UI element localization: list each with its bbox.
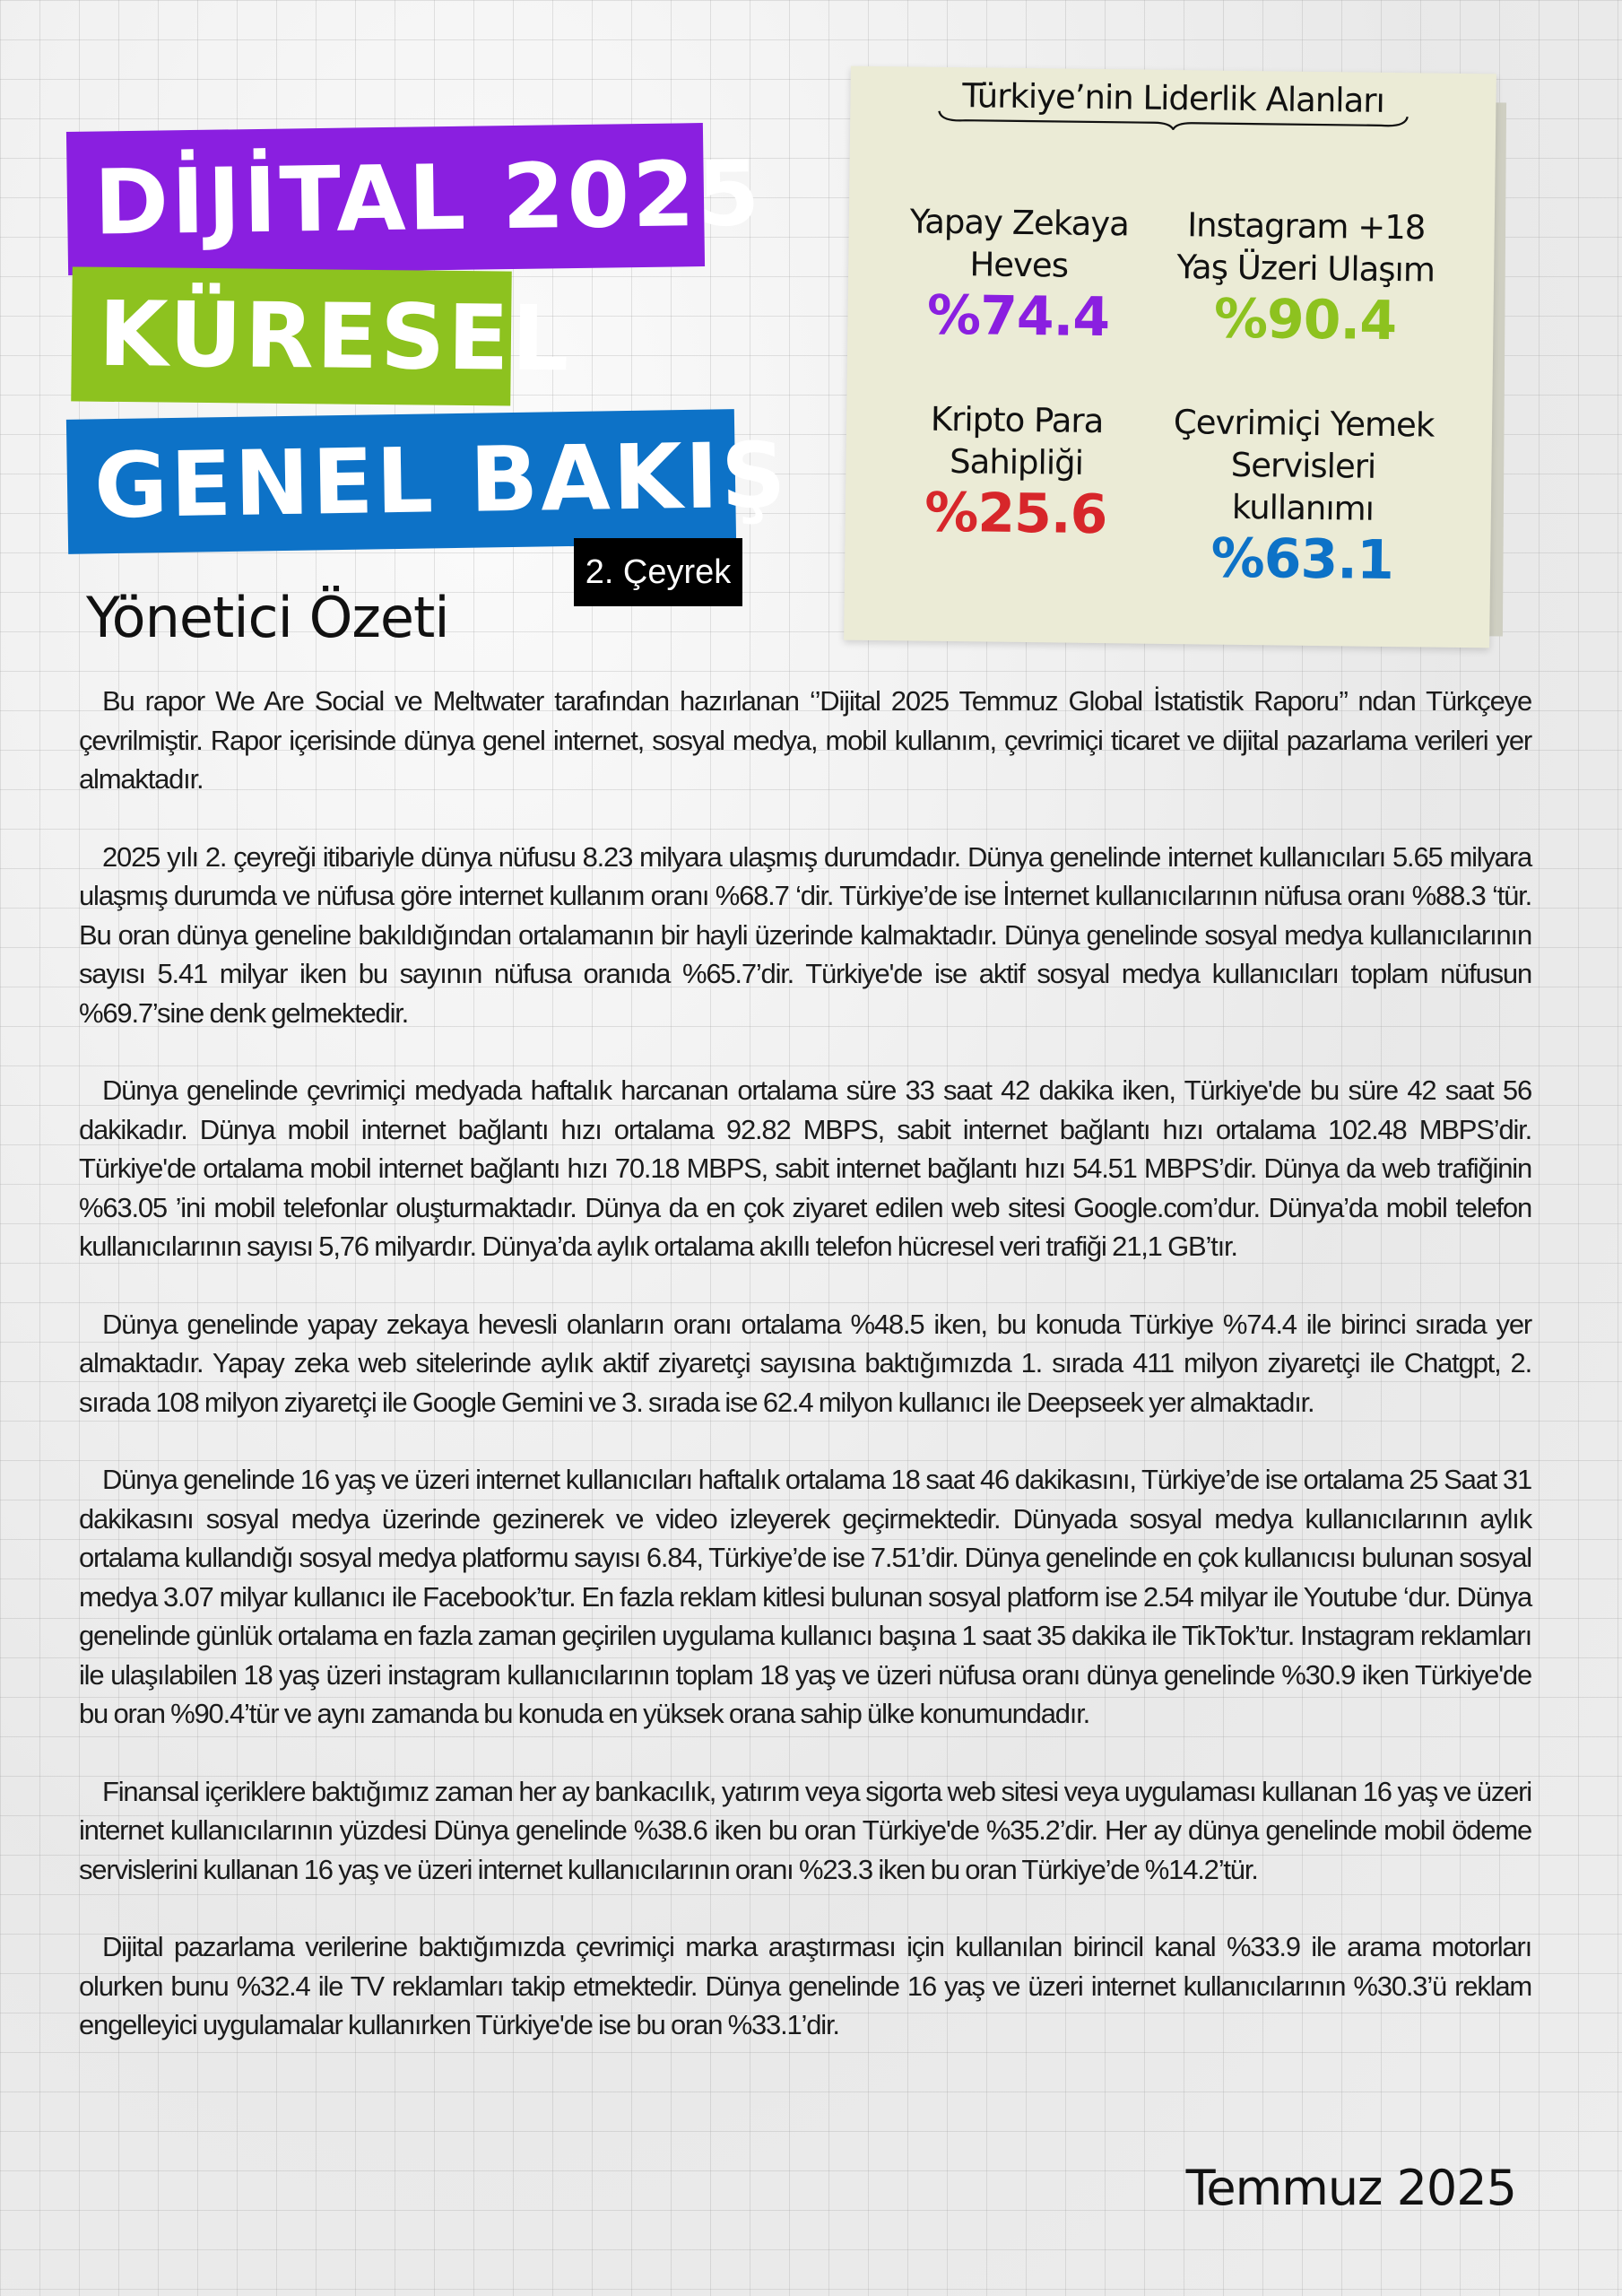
leadership-card bbox=[844, 66, 1496, 648]
paragraph-ai: Dünya genelinde yapay zekaya hevesli olanların oranı ortalama %48.5 iken, bu konuda Türkiye %74.4 ile birinci sırada yer almaktadır. Yapay zeka web sitelerinde aylık aktif ziyaretçi sayısına baktığımızda 1. sırada 411 milyon ziyaretçi ile Chatgpt, 2. sırada 108 milyon ziyaretçi ile Google Gemini ve 3. sırada ise 62.4 milyon kullanıcı ile Deepseek yer almaktadır. bbox=[79, 1308, 1531, 1418]
paragraph-population-internet: 2025 yılı 2. çeyreği itibariyle dünya nüfusu 8.23 milyara ulaşmış durumdadır. Dünya genelinde internet kullanıcıları 5.65 milyara ulaşmış durumda ve nüfusa göre internet kullanım oranı %68.7 ‘dir. Türkiye’de ise İnternet kullanıcılarının nüfusa oranı %88.3 ‘tür. Bu oran dünya geneline bakıldığından ortalamanın bir hayli üzerinde kalmaktadır. Dünya genelinde sosyal medya kullanıcılarının sayısı 5.41 milyar iken bu sayının nüfusa oranıda %65.7’dir. Türkiye'de ise aktif sosyal medya kullanıcıları toplam nüfusun %69.7’sine denk gelmektedir. bbox=[79, 840, 1531, 1029]
body-text bbox=[79, 682, 1531, 2083]
stat-label: Yapay Zekaya Heves bbox=[909, 202, 1130, 285]
quarter-badge: 2. Çeyrek bbox=[574, 538, 742, 606]
paragraph-intro: Bu rapor We Are Social ve Meltwater tarafından hazırlanan ‘’Dijital 2025 Temmuz Global İstatistik Raporu’’ ndan Türkçeye çevrilmiştir. Rapor içerisinde dünya genel internet, sosyal medya, mobil kullanım, çevrimiçi ticaret ve dijital pazarlama verileri yer almaktadır. bbox=[79, 685, 1531, 795]
paragraph-social-media: Dünya genelinde 16 yaş ve üzeri internet kullanıcıları haftalık ortalama 18 saat 46 dakikasını, Türkiye’de ise ortalama 25 Saat 31 dakikasını sosyal medya üzerinde gezinerek ve video izleyerek geçirmektedir. Dünyada sosyal medya kullanıcılarının aylık ortalama kullandığı sosyal medya platformu sayısı 6.84, Türkiye’de ise 7.51’dir. Dünya genelinde en çok kullanıcısı bulunan sosyal medya 3.07 milyar kullanıcı ile Facebook’tur. En fazla reklam kitlesi bulunan sosyal platform ise 2.54 milyar ile Youtube ‘dur. Dünya genelinde günlük ortalama en fazla zaman geçirilen uygulama kullanıcı başına 1 saat 35 dakika ile TikTok’tur. Instagram reklamları ile ulaşılabilen 18 yaş üzeri instagram kullanıcılarının toplam 18 yaş ve üzeri nüfusa oranı dünya genelinde %30.9 iken Türkiye'de bu oran %90.4’tür ve aynı zamanda bu konuda en yüksek orana sahip ülke konumundadır. bbox=[79, 1464, 1531, 1729]
paragraph-media-time-speed: Dünya genelinde çevrimiçi medyada haftalık harcanan ortalama süre 33 saat 42 dakika iken, Türkiye'de bu süre 42 saat 56 dakikadır. Dünya mobil internet bağlantı hızı ortalama 92.82 MBPS, sabit internet bağlantı hızı ortalama 102.48 MBPS’dir. Türkiye'de ortalama mobil internet bağlantı hızı 70.18 MBPS, sabit internet bağlantı hızı 54.51 MBPS’dir. Dünya da web trafiğinin %63.05 ’ini mobil telefonlar oluşturmaktadır. Dünya da en çok ziyaret edilen web sitesi Google.com’dur. Dünya’da mobil telefon kullanıcılarının sayısı 5,76 milyardır. Dünya’da aylık ortalama akıllı telefon hücresel veri trafiği 21,1 GB’tır. bbox=[79, 1074, 1531, 1262]
title-line-genel-bakis: GENEL BAKIŞ bbox=[66, 409, 736, 554]
title-line-dijital: DİJİTAL 2025 bbox=[66, 123, 705, 275]
stat-value: %90.4 bbox=[1213, 287, 1397, 353]
title-line-kuresel: KÜRESEL bbox=[71, 266, 512, 405]
stat-food-delivery bbox=[1154, 402, 1453, 591]
paragraph-digital-marketing: Dijital pazarlama verilerine baktığımızda çevrimiçi marka araştırması için kullanılan birincil kanal %33.9 ile arama motorları olurken bunu %32.4 ile TV reklamları takip etmektedir. Dünya genelinde 16 yaş ve üzeri internet kullanıcılarının %30.3’ü reklam engelleyici uygulamalar kullanırken Türkiye'de ise bu oran %33.1’dir. bbox=[79, 1931, 1531, 2040]
stat-instagram-reach bbox=[1157, 204, 1454, 352]
stat-label: Kripto Para Sahipliği bbox=[930, 399, 1104, 483]
paragraph-finance: Finansal içeriklere baktığımız zaman her ay bankacılık, yatırım veya sigorta web sitesi veya uygulaması kullanan 16 yaş ve üzeri internet kullanıcılarının yüzdesi Dünya genelinde %38.6 iken bu oran Türkiye'de %35.2’dir. Her ay dünya genelinde mobil ödeme servislerini kullanan 16 yaş ve üzeri internet kullanıcılarının oranı %23.3 iken bu oran Türkiye’de %14.2’tür. bbox=[79, 1775, 1531, 1885]
stat-crypto-ownership bbox=[867, 398, 1165, 545]
stat-ai-enthusiasm bbox=[870, 201, 1167, 348]
stat-label: Çevrimiçi Yemek Servisleri kullanımı bbox=[1173, 403, 1435, 528]
card-title-text: Türkiye’nin Liderlik Alanları bbox=[962, 76, 1385, 120]
executive-summary-heading: Yönetici Özeti bbox=[86, 585, 449, 650]
stat-value: %74.4 bbox=[926, 283, 1110, 350]
card-title bbox=[937, 76, 1409, 133]
footer-date: Temmuz 2025 bbox=[1185, 2160, 1516, 2216]
stat-value: %25.6 bbox=[924, 481, 1107, 547]
stat-value: %63.1 bbox=[1210, 526, 1394, 593]
stat-label: Instagram +18 Yaş Üzeri Ulaşım bbox=[1176, 205, 1436, 290]
card-title-wrap bbox=[850, 75, 1496, 135]
